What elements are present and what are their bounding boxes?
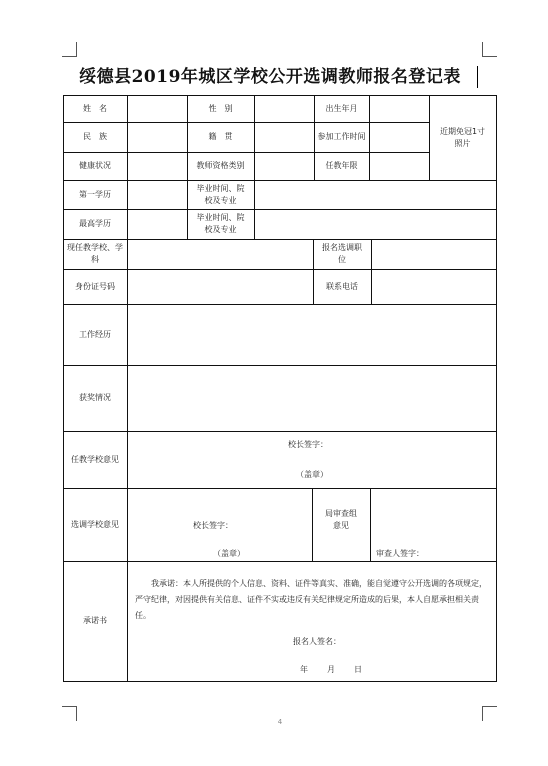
- registration-form-table: [63, 95, 497, 682]
- pledge-text: 我承诺：本人所提供的个人信息、资料、证件等真实、准确，能自觉遵守公开选调的各项规定，严守纪律，对因提供有关信息、证件不实或违反有关纪律规定所造成的后果，本人自愿承担相关责任。: [135, 579, 487, 620]
- label-id-number: 身份证号码: [75, 281, 115, 291]
- applicant-signature: 报名人签名：: [293, 637, 341, 646]
- crop-mark-bottom-right: [482, 706, 497, 721]
- seal-1: （盖章）: [296, 470, 328, 479]
- photo-box: 近期免冠1寸照片: [439, 126, 486, 148]
- row-line-5: [63, 239, 497, 240]
- row-line-7: [63, 304, 497, 305]
- label-transfer-school-opinion: 选调学校意见: [71, 519, 119, 529]
- label-grad-time-1: 毕业时间、院校及专业: [196, 183, 245, 205]
- principal-signature-1: 校长签字：: [288, 440, 328, 449]
- crop-mark-top-left: [62, 42, 77, 57]
- label-cert-type: 教师资格类别: [196, 161, 245, 170]
- label-commitment: 承诺书: [83, 616, 107, 625]
- crop-mark-top-right: [482, 42, 497, 57]
- principal-signature-2: 校长签字：: [193, 521, 233, 530]
- seal-2: （盖章）: [213, 549, 245, 558]
- label-ethnicity: 民 族: [83, 132, 107, 141]
- label-native-place: 籍 贯: [208, 132, 233, 141]
- date-year: 年: [300, 665, 308, 674]
- row-line-3: [63, 180, 497, 181]
- row-line-4: [63, 209, 497, 210]
- label-health: 健康状况: [79, 161, 111, 170]
- crop-mark-bottom-left: [62, 706, 77, 721]
- label-bureau-review: 局审查组意见: [325, 509, 357, 530]
- row-line-9: [63, 431, 497, 432]
- col-line-3: [254, 95, 255, 240]
- label-awards: 获奖情况: [79, 393, 111, 402]
- page-number: 4: [277, 718, 283, 726]
- label-birth: 出生年月: [325, 103, 358, 113]
- row-line-10: [63, 488, 497, 489]
- label-highest-degree: 最高学历: [79, 219, 111, 228]
- col-line-5c: [371, 239, 372, 305]
- label-gender: 性 别: [208, 103, 233, 113]
- label-current-school: 现任教学校、学科: [67, 243, 123, 264]
- table-border-bottom: [63, 681, 497, 682]
- form-title: 绥德县2019年城区学校公开选调教师报名登记表: [79, 67, 461, 87]
- label-grad-time-2: 毕业时间、院校及专业: [196, 213, 245, 234]
- col-line-5a: [369, 95, 370, 181]
- label-current-school-opinion: 任教学校意见: [71, 454, 119, 464]
- label-name: 姓 名: [83, 103, 107, 113]
- label-teaching-years: 任教年限: [325, 161, 358, 170]
- reviewer-signature: 审查人签字：: [376, 549, 424, 558]
- label-work-start: 参加工作时间: [317, 132, 366, 141]
- row-line-11: [63, 561, 497, 562]
- table-border-right: [496, 95, 497, 682]
- col-line-label: [127, 95, 128, 682]
- col-line-review-2: [370, 488, 371, 562]
- date-day: 日: [354, 665, 362, 674]
- text-cursor: [477, 66, 478, 88]
- label-work-history: 工作经历: [79, 329, 111, 339]
- date-month: 月: [327, 665, 335, 674]
- row-line-6: [63, 269, 497, 270]
- label-phone: 联系电话: [326, 281, 358, 291]
- row-line-8: [63, 365, 497, 366]
- label-first-degree: 第一学历: [79, 189, 111, 199]
- label-apply-position: 报名选调职位: [322, 243, 362, 264]
